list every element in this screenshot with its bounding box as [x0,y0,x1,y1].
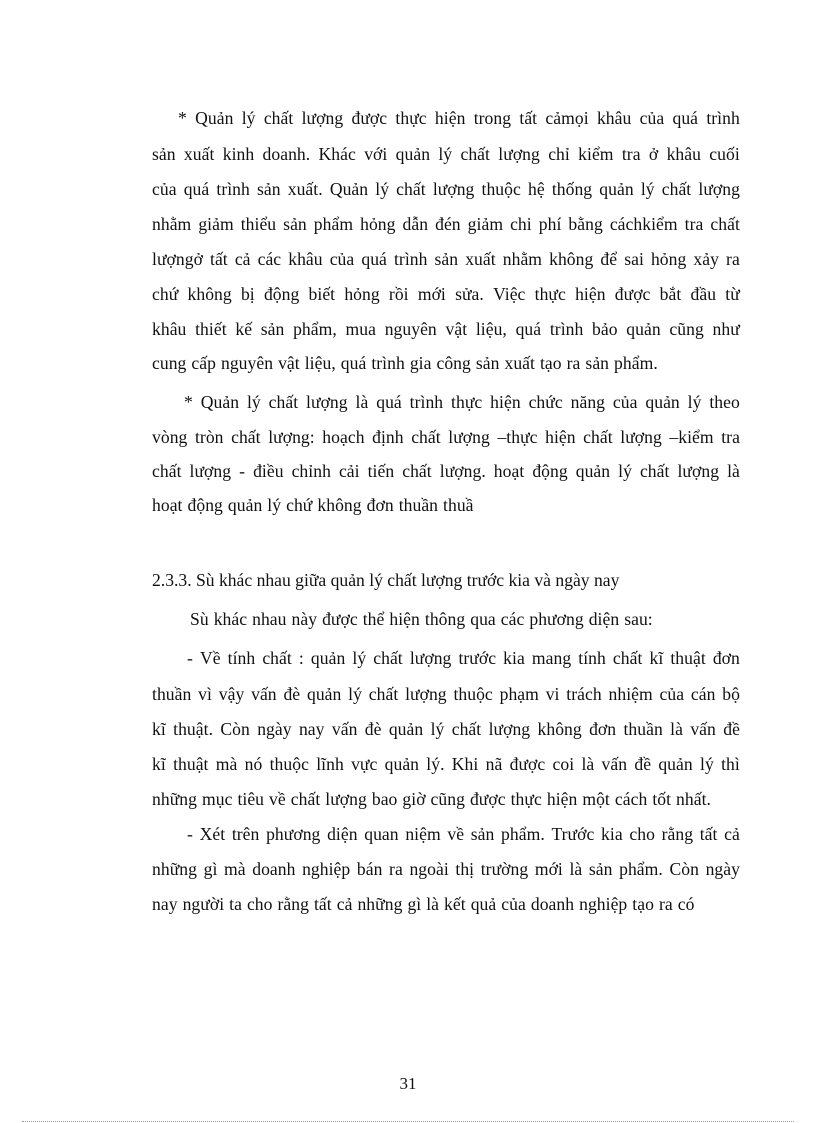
paragraph-line: chứ không bị động biết hỏng rồi mới sửa. Việc thực hiện được bắt đầu từ [152,284,740,304]
paragraph-line: sản xuất kinh doanh. Khác với quản lý chất lượng chỉ kiểm tra ở khâu cuối [152,144,740,164]
paragraph-line: cung cấp nguyên vật liệu, quá trình gia công sản xuất tạo ra sản phẩm. [152,353,658,373]
paragraph-line: những mục tiêu về chất lượng bao giờ cũng được thực hiện một cách tốt nhất. [152,789,711,809]
paragraph-line: * Quản lý chất lượng được thực hiện trong tất cảmọi khâu của quá trình [178,108,740,128]
paragraph-line: khâu thiết kế sản phẩm, mua nguyên vật liệu, quá trình bảo quản cũng như [152,319,740,339]
paragraph-line: - Xét trên phương diện quan niệm về sản phẩm. Trước kia cho rằng tất cả [187,824,740,844]
paragraph-line: của quá trình sản xuất. Quản lý chất lượng thuộc hệ thống quản lý chất lượng [152,179,740,199]
paragraph-line: * Quản lý chất lượng là quá trình thực hiện chức năng của quản lý theo [184,392,740,412]
paragraph-line: những gì mà doanh nghiệp bán ra ngoài thị trường mới là sản phẩm. Còn ngày [152,859,740,879]
page-number: 31 [399,1074,417,1093]
paragraph-line: chất lượng - điều chỉnh cải tiến chất lượng. hoạt động quản lý chất lượng là [152,461,740,481]
paragraph-line: - Về tính chất : quản lý chất lượng trước kia mang tính chất kĩ thuật đơn [187,648,740,668]
paragraph-line: hoạt động quản lý chứ không đơn thuần thuầ [152,495,474,515]
page-bottom-border [22,1121,794,1122]
paragraph-line: Sù khác nhau này được thể hiện thông qua các phương diện sau: [190,609,653,629]
paragraph-line: nay người ta cho rằng tất cả những gì là kết quả của doanh nghiệp tạo ra có [152,894,695,914]
paragraph-line: kĩ thuật mà nó thuộc lĩnh vực quản lý. Khi nã được coi là vấn đề quản lý thì [152,754,740,774]
paragraph-line: kĩ thuật. Còn ngày nay vấn đè quản lý chất lượng không đơn thuần là vấn đề [152,719,740,739]
paragraph-line: nhằm giảm thiểu sản phẩm hỏng dẫn đén giảm chi phí bằng cáchkiểm tra chất [152,214,740,234]
paragraph-line: lượngở tất cả các khâu của quá trình sản xuất nhằm không để sai hỏng xảy ra [152,249,740,269]
section-heading: 2.3.3. Sù khác nhau giữa quản lý chất lượng trước kia và ngày nay [152,570,620,590]
paragraph-line: vòng tròn chất lượng: hoạch định chất lượng –thực hiện chất lượng –kiểm tra [152,427,740,447]
paragraph-line: thuần vì vậy vấn đè quản lý chất lượng thuộc phạm vi trách nhiệm của cán bộ [152,684,740,704]
